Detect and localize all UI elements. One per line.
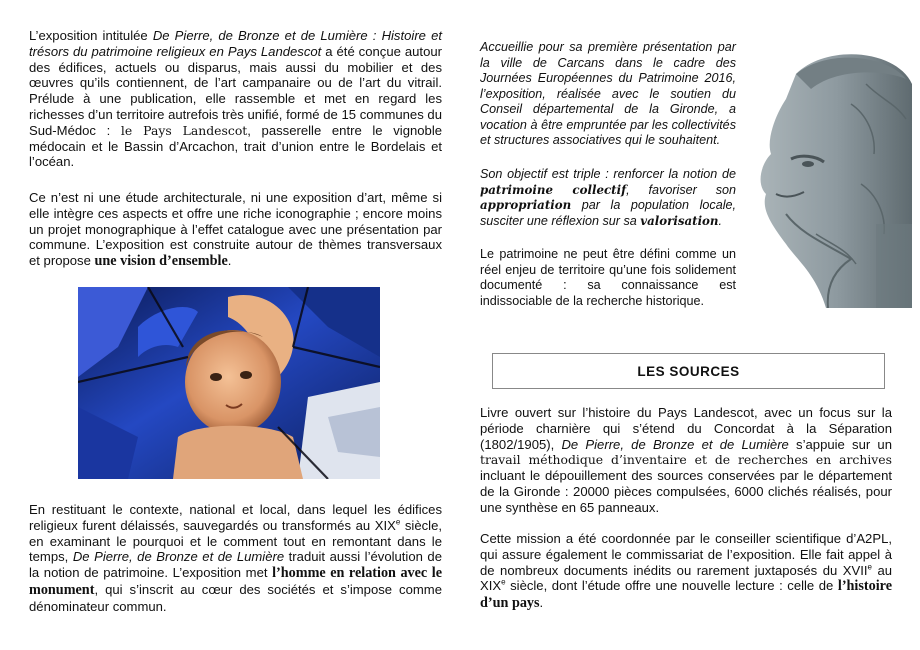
emphasis-patrimoine-collectif: patrimoine collectif [480, 182, 627, 197]
emphasis-appropriation: appropriation [480, 198, 572, 212]
concept-paragraph: Ce n’est ni une étude architecturale, ni une exposition d’art, même si elle intègre ces aspects et offre une riche iconographie ; encore moins un projet monographique à l’effet catalogue avec une présentation par commune. L’exposition est construite autour de thèmes transversaux et propose une vision d’ensemble. [29, 190, 442, 270]
emphasis-histoire-pays: l’histoire d’un pays [480, 578, 892, 612]
context-paragraph: En restituant le contexte, national et local, dans lequel les édifices religieux furent délaissés, sauvegardés ou transformés au XIXe siècle, en examinant le pourquoi et le comment tout en remontant dans le temps, De Pierre, de Bronze et de Lumière traduit aussi l’évolution de la notion de patrimoine. L’exposition met l’homme en relation avec le monument, qui s’inscrit au cœur des sociétés et s’impose comme dénominateur commun. [29, 502, 442, 614]
objective-paragraph: Son objectif est triple : renforcer la notion de patrimoine collectif, favoriser son appropriation par la population locale, susciter une réflexion sur sa valorisation. [480, 167, 736, 228]
emphasis-valorisation: valorisation [640, 213, 719, 228]
stained-glass-illustration [78, 287, 380, 479]
venue-paragraph: Accueillie pour sa première présentation par la ville de Carcans dans le cadre des Journées Européennes du Patrimoine 2016, l’exposition, réalisée avec le soutien du Conseil départemental de la Gironde, a vocation à être empruntée par les collectivités et structures associatives qui le souhaitent. [480, 40, 736, 147]
exhibition-title: De Pierre, de Bronze et de Lumière : Histoire et trésors du patrimoine religieux en Pays Landescot [29, 28, 442, 59]
sources-heading-box [492, 353, 885, 389]
intro-paragraph: L’exposition intitulée De Pierre, de Bronze et de Lumière : Histoire et trésors du patrimoine religieux en Pays Landescot a été conçue autour des édifices, actuels ou disparus, mais aussi du mobilier et des œuvres qu’ils contiennent, de l’art campanaire ou de l’art du vitrail. Prélude à une publication, elle rassemble et met en regard les richesses d’un territoire autrefois très unifié, formé de 15 communes du Sud-Médoc : le Pays Landescot, passerelle entre le vignoble médocain et le Bassin d’Arcachon, trait d’union entre le Bordelais et l’océan. [29, 28, 443, 170]
sources-paragraph: Livre ouvert sur l’histoire du Pays Landescot, avec un focus sur la période charnière qui s’étend du Concordat à la Séparation (1802/1905), De Pierre, de Bronze et de Lumière s’appuie sur un travail méthodique d’inventaire et de recherches en archives incluant le dépouillement des sources conservées par le département de la Gironde : 20000 pièces compulsées, 6000 clichés réalisés, pour une synthèse en 65 panneaux. [480, 405, 892, 515]
bust-illustration [756, 44, 912, 308]
sources-heading: LES SOURCES [637, 363, 740, 379]
emphasis-vision: une vision d’ensemble [94, 253, 228, 270]
mission-paragraph: Cette mission a été coordonnée par le conseiller scientifique d’A2PL, qui assure également le commissariat de l’exposition. Elle fait appel à de nombreux documents inédits ou rarement juxtaposés du XVIIe au XIXe siècle, dont l’étude offre une nouvelle lecture : celle de l’histoire d’un pays. [480, 531, 893, 612]
heritage-paragraph: Le patrimoine ne peut être défini comme un réel enjeu de territoire qu’une fois solidement documenté : sa connaissance est indissociable de la recherche historique. [480, 247, 736, 308]
emphasis-travail-methodique: travail méthodique d’inventaire et de recherches en archives [480, 452, 892, 468]
exhibition-title-sources: De Pierre, de Bronze et de Lumière [561, 436, 789, 452]
exhibition-title-short: De Pierre, de Bronze et de Lumière [72, 549, 285, 565]
stained-glass-cherub-image [78, 287, 380, 479]
emphasis-pays-landescot: le Pays Landescot [120, 122, 248, 138]
bronze-bust-image [756, 44, 912, 308]
emphasis-homme-monument: l’homme en relation avec le monument [29, 565, 442, 598]
